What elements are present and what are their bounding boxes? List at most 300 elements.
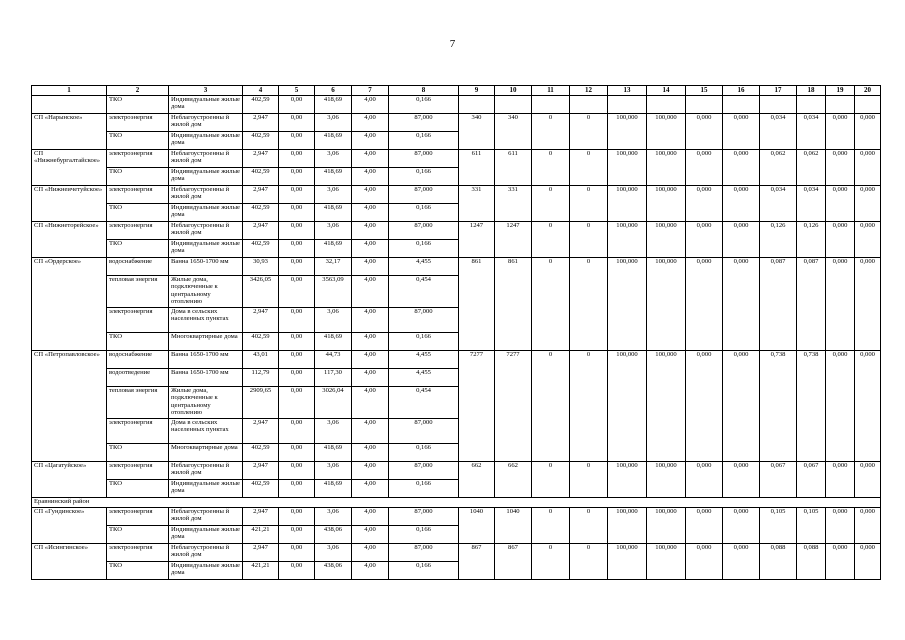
stat-cell: 0,034 <box>797 186 826 222</box>
value-cell: 418,69 <box>315 240 352 258</box>
settlement-name: СП «Нижнеторейское» <box>32 222 107 258</box>
value-cell: 87,000 <box>389 150 459 168</box>
header-cell: 8 <box>389 86 459 96</box>
stat-cell <box>608 96 647 114</box>
stat-cell: 0,000 <box>855 462 881 498</box>
value-cell: 87,000 <box>389 186 459 204</box>
value-cell: 402,59 <box>243 480 279 498</box>
resource-cell: ТКО <box>107 480 169 498</box>
value-cell: 4,00 <box>352 333 389 351</box>
stat-cell: 100,000 <box>608 351 647 462</box>
stat-cell: 0,000 <box>826 351 855 462</box>
stat-cell: 0,000 <box>686 114 723 150</box>
category-cell: Индивидуальные жилые дома <box>169 480 243 498</box>
table-row <box>32 96 881 114</box>
stat-cell: 0,062 <box>760 150 797 186</box>
settlement-name: СП «Петропавловское» <box>32 351 107 462</box>
stat-cell: 867 <box>495 544 532 580</box>
stat-cell <box>570 96 608 114</box>
stat-cell <box>459 96 495 114</box>
value-cell: 402,59 <box>243 333 279 351</box>
header-cell: 15 <box>686 86 723 96</box>
stat-cell <box>760 96 797 114</box>
value-cell: 0,166 <box>389 96 459 114</box>
stat-cell: 662 <box>459 462 495 498</box>
stat-cell: 0,000 <box>723 258 760 351</box>
value-cell: 0,166 <box>389 132 459 150</box>
header-cell: 20 <box>855 86 881 96</box>
stat-cell: 0,738 <box>797 351 826 462</box>
stat-cell: 100,000 <box>608 222 647 258</box>
stat-cell: 0,105 <box>760 508 797 544</box>
header-cell: 17 <box>760 86 797 96</box>
table-body <box>32 96 881 580</box>
value-cell: 4,00 <box>352 462 389 480</box>
table-row <box>32 462 881 480</box>
value-cell: 0,00 <box>279 258 315 276</box>
stat-cell: 0 <box>532 186 570 222</box>
value-cell: 0,00 <box>279 544 315 562</box>
stat-cell: 0,000 <box>723 351 760 462</box>
stat-cell: 867 <box>459 544 495 580</box>
value-cell: 4,455 <box>389 258 459 276</box>
value-cell: 87,000 <box>389 544 459 562</box>
header-cell: 19 <box>826 86 855 96</box>
stat-cell: 0,105 <box>797 508 826 544</box>
value-cell: 418,69 <box>315 204 352 222</box>
section-row <box>32 498 881 508</box>
resource-cell: водоснабжение <box>107 258 169 276</box>
header-cell: 3 <box>169 86 243 96</box>
value-cell: 402,59 <box>243 168 279 186</box>
stat-cell: 0,000 <box>855 114 881 150</box>
stat-cell: 100,000 <box>647 186 686 222</box>
value-cell: 0,00 <box>279 333 315 351</box>
settlement-name: СП «Исингинское» <box>32 544 107 580</box>
resource-cell: электроэнергия <box>107 150 169 168</box>
value-cell: 2,947 <box>243 114 279 132</box>
value-cell: 43,01 <box>243 351 279 369</box>
stat-cell: 0,000 <box>826 462 855 498</box>
stat-cell: 662 <box>495 462 532 498</box>
value-cell: 4,00 <box>352 96 389 114</box>
value-cell: 0,00 <box>279 222 315 240</box>
stat-cell: 0 <box>532 258 570 351</box>
value-cell: 117,30 <box>315 369 352 387</box>
stat-cell: 0 <box>570 544 608 580</box>
value-cell: 4,00 <box>352 562 389 580</box>
header-cell: 18 <box>797 86 826 96</box>
table-row <box>32 508 881 526</box>
stat-cell: 100,000 <box>608 114 647 150</box>
resource-cell: электроэнергия <box>107 114 169 132</box>
value-cell: 0,00 <box>279 186 315 204</box>
stat-cell: 0,000 <box>723 114 760 150</box>
value-cell: 2,947 <box>243 544 279 562</box>
stat-cell: 611 <box>459 150 495 186</box>
stat-cell: 331 <box>495 186 532 222</box>
stat-cell: 0,000 <box>686 258 723 351</box>
value-cell: 0,00 <box>279 96 315 114</box>
resource-cell: ТКО <box>107 240 169 258</box>
value-cell: 87,000 <box>389 114 459 132</box>
resource-cell: водоотведение <box>107 369 169 387</box>
stat-cell: 100,000 <box>647 114 686 150</box>
value-cell: 2,947 <box>243 150 279 168</box>
header-cell: 13 <box>608 86 647 96</box>
header-cell: 6 <box>315 86 352 96</box>
value-cell: 4,00 <box>352 544 389 562</box>
value-cell: 2,947 <box>243 222 279 240</box>
category-cell: Ванна 1650-1700 мм <box>169 258 243 276</box>
stat-cell: 0,000 <box>826 114 855 150</box>
stat-cell: 0 <box>570 186 608 222</box>
category-cell: Ванна 1650-1700 мм <box>169 351 243 369</box>
value-cell: 0,00 <box>279 114 315 132</box>
stat-cell <box>532 96 570 114</box>
stat-cell <box>723 96 760 114</box>
stat-cell <box>495 96 532 114</box>
value-cell: 4,00 <box>352 480 389 498</box>
header-cell: 5 <box>279 86 315 96</box>
stat-cell: 0,000 <box>855 508 881 544</box>
stat-cell: 0,088 <box>797 544 826 580</box>
value-cell: 4,00 <box>352 222 389 240</box>
stat-cell: 0,000 <box>723 150 760 186</box>
stat-cell <box>855 96 881 114</box>
stat-cell: 100,000 <box>608 508 647 544</box>
value-cell: 4,00 <box>352 258 389 276</box>
value-cell: 4,00 <box>352 132 389 150</box>
value-cell: 0,00 <box>279 462 315 480</box>
resource-cell: электроэнергия <box>107 462 169 480</box>
value-cell: 87,000 <box>389 462 459 480</box>
stat-cell: 0,000 <box>723 544 760 580</box>
stat-cell: 0,034 <box>760 114 797 150</box>
value-cell: 418,69 <box>315 132 352 150</box>
stat-cell: 0 <box>570 351 608 462</box>
resource-cell: ТКО <box>107 444 169 462</box>
value-cell: 0,00 <box>279 240 315 258</box>
value-cell: 4,00 <box>352 186 389 204</box>
stat-cell: 0,000 <box>723 508 760 544</box>
category-cell: Дома в сельских населенных пунктах <box>169 419 243 444</box>
category-cell: Индивидуальные жилые дома <box>169 526 243 544</box>
value-cell: 4,00 <box>352 419 389 444</box>
value-cell: 0,00 <box>279 150 315 168</box>
value-cell: 2,947 <box>243 462 279 480</box>
value-cell: 3,06 <box>315 544 352 562</box>
settlement-cell <box>32 96 107 114</box>
value-cell: 3,06 <box>315 308 352 333</box>
stat-cell: 0,000 <box>686 544 723 580</box>
stat-cell: 0,000 <box>686 351 723 462</box>
value-cell: 30,93 <box>243 258 279 276</box>
stat-cell: 0,000 <box>855 150 881 186</box>
value-cell: 0,00 <box>279 419 315 444</box>
stat-cell: 100,000 <box>647 351 686 462</box>
value-cell: 421,21 <box>243 526 279 544</box>
table-row <box>32 258 881 276</box>
value-cell: 4,455 <box>389 369 459 387</box>
category-cell: Неблагоустроенны й жилой дом <box>169 508 243 526</box>
value-cell: 0,166 <box>389 562 459 580</box>
value-cell: 2,947 <box>243 419 279 444</box>
stat-cell: 0,067 <box>760 462 797 498</box>
header-cell: 2 <box>107 86 169 96</box>
header-cell: 14 <box>647 86 686 96</box>
value-cell: 4,00 <box>352 369 389 387</box>
stat-cell: 100,000 <box>608 462 647 498</box>
resource-cell: ТКО <box>107 204 169 222</box>
value-cell: 0,00 <box>279 508 315 526</box>
resource-cell: тепловая энергия <box>107 387 169 419</box>
stat-cell: 1040 <box>459 508 495 544</box>
stat-cell: 0,000 <box>723 222 760 258</box>
resource-cell: электроэнергия <box>107 508 169 526</box>
value-cell: 0,00 <box>279 480 315 498</box>
stat-cell: 0,088 <box>760 544 797 580</box>
stat-cell: 861 <box>495 258 532 351</box>
value-cell: 402,59 <box>243 240 279 258</box>
value-cell: 0,454 <box>389 387 459 419</box>
settlement-name: СП «Цагатуйское» <box>32 462 107 498</box>
stat-cell: 0 <box>532 114 570 150</box>
stat-cell: 0,067 <box>797 462 826 498</box>
header-cell: 11 <box>532 86 570 96</box>
resource-cell: тепловая энергия <box>107 276 169 308</box>
value-cell: 0,166 <box>389 526 459 544</box>
category-cell: Жилые дома, подключенные к центральному отоплению <box>169 387 243 419</box>
stat-cell: 0 <box>532 508 570 544</box>
stat-cell: 861 <box>459 258 495 351</box>
tariff-table <box>31 85 881 580</box>
value-cell: 0,00 <box>279 369 315 387</box>
header-cell: 7 <box>352 86 389 96</box>
resource-cell: водоснабжение <box>107 351 169 369</box>
value-cell: 418,69 <box>315 480 352 498</box>
category-cell: Неблагоустроенны й жилой дом <box>169 462 243 480</box>
table-row <box>32 351 881 369</box>
stat-cell: 0,000 <box>686 186 723 222</box>
value-cell: 87,000 <box>389 419 459 444</box>
value-cell: 3426,05 <box>243 276 279 308</box>
category-cell: Многоквартирные дома <box>169 444 243 462</box>
header-cell: 10 <box>495 86 532 96</box>
value-cell: 4,00 <box>352 526 389 544</box>
stat-cell: 100,000 <box>647 462 686 498</box>
value-cell: 0,00 <box>279 204 315 222</box>
value-cell: 4,00 <box>352 308 389 333</box>
stat-cell: 331 <box>459 186 495 222</box>
stat-cell: 0,034 <box>797 114 826 150</box>
value-cell: 438,06 <box>315 562 352 580</box>
header-cell: 16 <box>723 86 760 96</box>
stat-cell: 0,126 <box>797 222 826 258</box>
value-cell: 421,21 <box>243 562 279 580</box>
stat-cell: 0 <box>570 222 608 258</box>
value-cell: 2,947 <box>243 308 279 333</box>
stat-cell: 0,000 <box>826 150 855 186</box>
value-cell: 112,79 <box>243 369 279 387</box>
value-cell: 0,00 <box>279 132 315 150</box>
stat-cell: 0,000 <box>686 222 723 258</box>
category-cell: Многоквартирные дома <box>169 333 243 351</box>
category-cell: Неблагоустроенны й жилой дом <box>169 544 243 562</box>
value-cell: 3,06 <box>315 508 352 526</box>
stat-cell: 100,000 <box>647 150 686 186</box>
category-cell: Жилые дома, подключенные к центральному отоплению <box>169 276 243 308</box>
stat-cell: 0,000 <box>826 222 855 258</box>
table-row <box>32 186 881 204</box>
value-cell: 4,00 <box>352 508 389 526</box>
stat-cell: 100,000 <box>647 258 686 351</box>
category-cell: Неблагоустроенны й жилой дом <box>169 222 243 240</box>
table-row <box>32 544 881 562</box>
value-cell: 0,166 <box>389 333 459 351</box>
value-cell: 4,455 <box>389 351 459 369</box>
resource-cell: ТКО <box>107 132 169 150</box>
stat-cell: 0 <box>570 258 608 351</box>
stat-cell: 611 <box>495 150 532 186</box>
value-cell: 3,06 <box>315 222 352 240</box>
resource-cell: электроэнергия <box>107 308 169 333</box>
table-row <box>32 222 881 240</box>
table-row <box>32 150 881 168</box>
stat-cell: 0,000 <box>826 258 855 351</box>
value-cell: 2,947 <box>243 508 279 526</box>
value-cell: 0,00 <box>279 276 315 308</box>
value-cell: 402,59 <box>243 444 279 462</box>
stat-cell: 0,000 <box>855 222 881 258</box>
stat-cell: 0 <box>532 222 570 258</box>
settlement-name: СП «Нижнеичетуйское» <box>32 186 107 222</box>
value-cell: 402,59 <box>243 204 279 222</box>
stat-cell: 0,000 <box>826 508 855 544</box>
stat-cell: 100,000 <box>608 258 647 351</box>
stat-cell: 0 <box>532 544 570 580</box>
value-cell: 438,06 <box>315 526 352 544</box>
category-cell: Ванна 1650-1700 мм <box>169 369 243 387</box>
value-cell: 4,00 <box>352 150 389 168</box>
resource-cell: электроэнергия <box>107 222 169 240</box>
value-cell: 87,000 <box>389 222 459 240</box>
stat-cell <box>686 96 723 114</box>
section-title: Еравнинский район <box>32 498 881 508</box>
value-cell: 402,59 <box>243 132 279 150</box>
value-cell: 0,454 <box>389 276 459 308</box>
stat-cell: 100,000 <box>608 150 647 186</box>
page-number: 7 <box>449 38 456 50</box>
stat-cell: 0,000 <box>855 258 881 351</box>
category-cell: Дома в сельских населенных пунктах <box>169 308 243 333</box>
stat-cell: 0,000 <box>855 186 881 222</box>
value-cell: 0,00 <box>279 526 315 544</box>
stat-cell: 0,087 <box>797 258 826 351</box>
value-cell: 4,00 <box>352 276 389 308</box>
value-cell: 418,69 <box>315 168 352 186</box>
stat-cell: 0,087 <box>760 258 797 351</box>
value-cell: 3,06 <box>315 114 352 132</box>
category-cell: Индивидуальные жилые дома <box>169 168 243 186</box>
stat-cell: 100,000 <box>647 544 686 580</box>
value-cell: 3563,09 <box>315 276 352 308</box>
category-cell: Индивидуальные жилые дома <box>169 240 243 258</box>
stat-cell: 100,000 <box>608 544 647 580</box>
value-cell: 87,000 <box>389 308 459 333</box>
stat-cell: 0 <box>532 351 570 462</box>
settlement-name: СП «Нарынское» <box>32 114 107 150</box>
value-cell: 4,00 <box>352 387 389 419</box>
stat-cell: 0 <box>570 114 608 150</box>
stat-cell: 0,062 <box>797 150 826 186</box>
category-cell: Индивидуальные жилые дома <box>169 96 243 114</box>
header-cell: 1 <box>32 86 107 96</box>
value-cell: 3,06 <box>315 150 352 168</box>
value-cell: 3,06 <box>315 186 352 204</box>
settlement-name: СП «Ордерское» <box>32 258 107 351</box>
stat-cell: 7277 <box>459 351 495 462</box>
stat-cell: 340 <box>459 114 495 150</box>
resource-cell: электроэнергия <box>107 186 169 204</box>
stat-cell <box>826 96 855 114</box>
value-cell: 87,000 <box>389 508 459 526</box>
value-cell: 0,00 <box>279 562 315 580</box>
resource-cell: ТКО <box>107 562 169 580</box>
stat-cell: 100,000 <box>647 508 686 544</box>
category-cell: Индивидуальные жилые дома <box>169 204 243 222</box>
stat-cell: 0 <box>532 462 570 498</box>
settlement-name: СП «Нижнебургалтайское» <box>32 150 107 186</box>
stat-cell: 0 <box>532 150 570 186</box>
stat-cell: 0,000 <box>723 462 760 498</box>
stat-cell: 0,034 <box>760 186 797 222</box>
table-row <box>32 114 881 132</box>
stat-cell: 0 <box>570 462 608 498</box>
value-cell: 3,06 <box>315 462 352 480</box>
value-cell: 2,947 <box>243 186 279 204</box>
resource-cell: ТКО <box>107 168 169 186</box>
value-cell: 0,166 <box>389 168 459 186</box>
header-cell: 12 <box>570 86 608 96</box>
value-cell: 44,73 <box>315 351 352 369</box>
value-cell: 32,17 <box>315 258 352 276</box>
stat-cell: 0,000 <box>855 351 881 462</box>
settlement-name: СП «Гундинское» <box>32 508 107 544</box>
stat-cell <box>797 96 826 114</box>
value-cell: 0,166 <box>389 204 459 222</box>
value-cell: 0,00 <box>279 168 315 186</box>
stat-cell: 340 <box>495 114 532 150</box>
stat-cell: 0,000 <box>686 508 723 544</box>
stat-cell: 100,000 <box>608 186 647 222</box>
resource-cell: ТКО <box>107 333 169 351</box>
stat-cell <box>647 96 686 114</box>
category-cell: Неблагоустроенны й жилой дом <box>169 150 243 168</box>
stat-cell: 0 <box>570 150 608 186</box>
value-cell: 2909,65 <box>243 387 279 419</box>
value-cell: 3,06 <box>315 419 352 444</box>
stat-cell: 0 <box>570 508 608 544</box>
value-cell: 4,00 <box>352 114 389 132</box>
resource-cell: электроэнергия <box>107 419 169 444</box>
stat-cell: 100,000 <box>647 222 686 258</box>
value-cell: 0,00 <box>279 351 315 369</box>
value-cell: 0,00 <box>279 308 315 333</box>
category-cell: Неблагоустроенны й жилой дом <box>169 114 243 132</box>
value-cell: 0,00 <box>279 444 315 462</box>
stat-cell: 7277 <box>495 351 532 462</box>
